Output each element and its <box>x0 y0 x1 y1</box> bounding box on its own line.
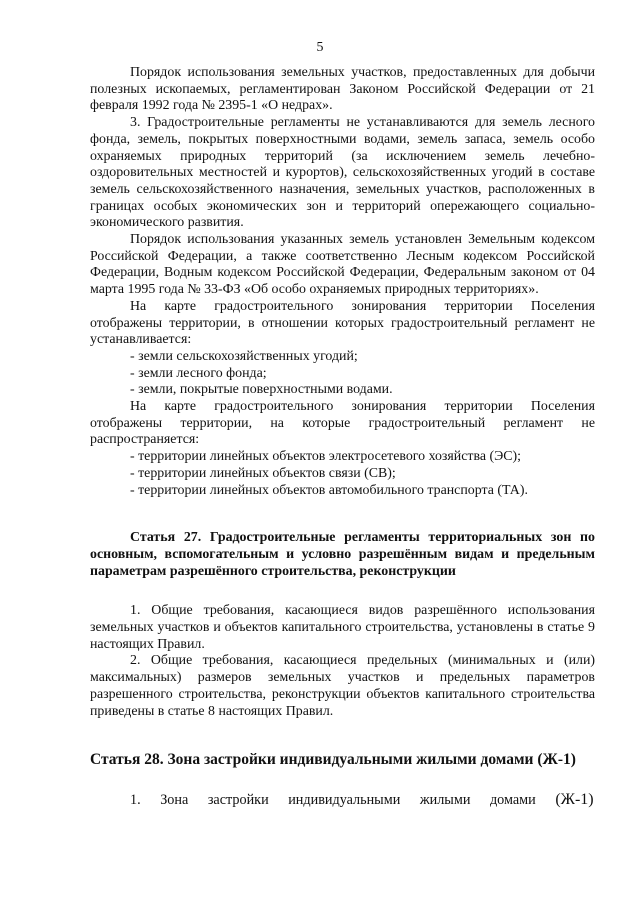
article-28-item <box>90 792 595 809</box>
article-28-item-text: 1. Зона застройки индивидуальными жилыми домами <box>130 792 536 809</box>
list-item: - земли, покрытые поверхностными водами. <box>130 382 393 398</box>
article-27-item: 1. Общие требования, касающиеся видов разрешённого использования земельных участков и объектов капитального строительства, установлены в статье 9 настоящих Правил. <box>90 603 595 652</box>
list-item: - территории линейных объектов связи (СВ); <box>130 465 396 481</box>
list-item: - земли сельскохозяйственных угодий; <box>130 348 358 364</box>
list-item: - земли лесного фонда; <box>130 365 267 381</box>
page-number: 5 <box>316 40 324 55</box>
zone-code: (Ж-1) <box>555 791 594 809</box>
page-body <box>90 65 595 809</box>
article-28-heading: Статья 28. Зона застройки индивидуальными жилыми домами (Ж-1) <box>90 751 576 769</box>
paragraph: На карте градостроительного зонирования территории Поселения отображены территории, на которые градостроительный регламент не распространяется: <box>90 399 595 448</box>
paragraph: На карте градостроительного зонирования территории Поселения отображены территории, в отношении которых градостроительный регламент не устанавливается: <box>90 298 595 348</box>
paragraph: 3. Градостроительные регламенты не устанавливаются для земель лесного фонда, земель, покрытых поверхностными водами, земель запаса, земель особо охраняемых природных территорий (за исключением земель лечебно-оздоровительных местностей и курортов), сельскохозяйственных угодий в составе земель сельскохозяйственного назначения, земельных участков, расположенных в границах особых экономических зон и территорий опережающего социально-экономического развития. <box>90 115 595 231</box>
paragraph: Порядок использования указанных земель установлен Земельным кодексом Российской Федерации, а также соответственно Лесным кодексом Российской Федерации, Водным кодексом Российской Федерации, Федеральным законом от 04 марта 1995 года № 33-ФЗ «Об особо охраняемых природных территориях». <box>90 232 595 298</box>
list-item: - территории линейных объектов автомобильного транспорта (ТА). <box>130 482 528 498</box>
paragraph: Порядок использования земельных участков, предоставленных для добычи полезных ископаемых, регламентирован Законом Российской Федерации от 21 февраля 1992 года № 2395-1 «О недрах». <box>90 65 595 114</box>
list-item: - территории линейных объектов электросетевого хозяйства (ЭС); <box>130 449 522 465</box>
article-27-heading: Статья 27. Градостроительные регламенты территориальных зон по основным, вспомогательным и условно разрешённым видам и предельным параметрам разрешённого строительства, реконструкции <box>90 530 595 580</box>
article-27-item: 2. Общие требования, касающиеся предельных (минимальных и (или) максимальных) размеров земельных участков и предельных параметров разрешенного строительства, реконструкции объектов капитального строительства приведены в статье 8 настоящих Правил. <box>90 653 595 719</box>
